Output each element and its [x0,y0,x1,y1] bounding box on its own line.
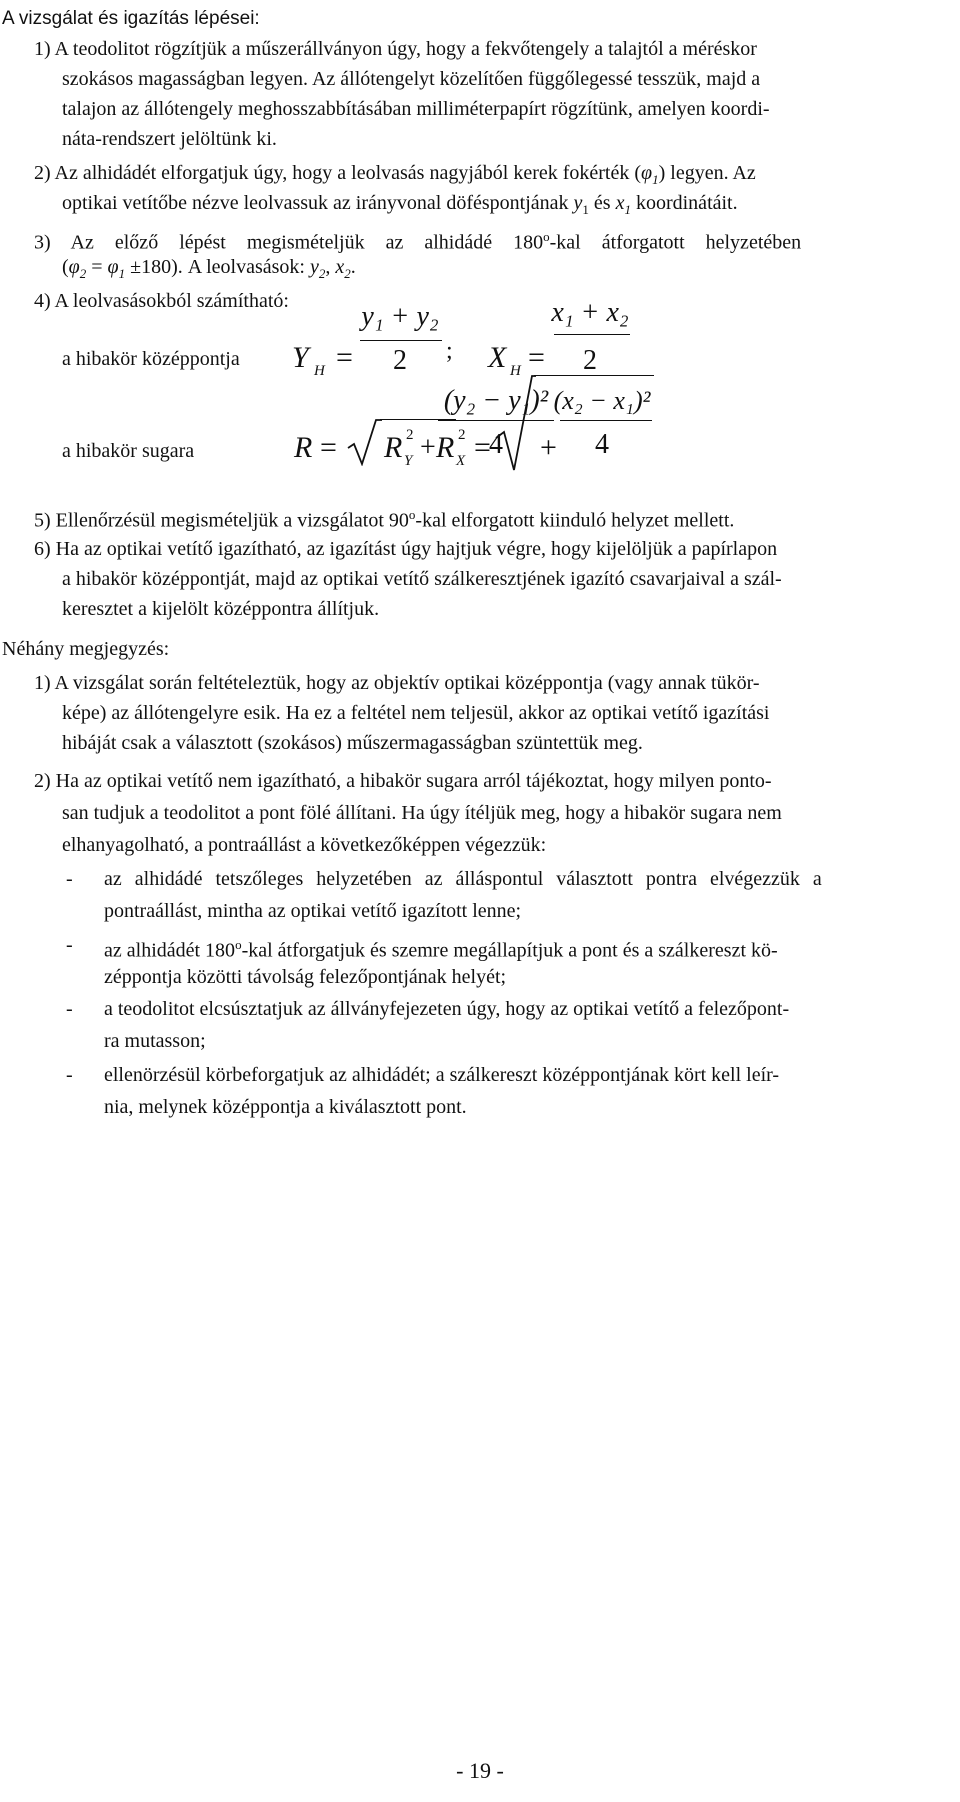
phi-symbol: φ [107,256,119,278]
text: -kal elforgatott kiinduló helyzet mellett. [415,509,735,532]
fraction-bar [554,334,630,335]
bullet-2-line-2: zéppontja közötti távolság felezőpontjának helyét; [104,966,507,988]
Y-subscript: Y [404,453,413,469]
fraction-bar [438,420,554,421]
RX-symbol: R [436,431,455,464]
numerator-rx: (x₂ − x₁)² [553,386,651,415]
square-sup: 2 [458,427,466,443]
text: -kal átforgatjuk és szemre megállapítjuk a pont és a szálkereszt kö- [241,939,778,962]
note-2-line-2: san tudjuk a teodolitot a pont fölé állítani. Ha úgy ítéljük meg, hogy a hibakör sugara nem [62,802,782,824]
bullet-3-line-1: a teodolitot elcsúsztatjuk az állványfejezeten úgy, hogy az optikai vetítő a felezőpont- [104,998,790,1020]
degree-sup: o [408,507,416,522]
page-number: - 19 - [456,1758,504,1783]
subscript: 2 [318,266,326,281]
note-2-line-3: elhanyagolható, a pontraállást a következőképpen végezzük: [62,834,547,856]
text: ( [62,256,69,278]
YH-symbol: Y [292,341,309,374]
note-2-line-1: 2) Ha az optikai vetítő nem igazítható, a hibakör sugara arról tájékoztat, hogy milyen ponto- [34,770,772,792]
section-heading: A vizsgálat és igazítás lépései: [2,8,260,29]
equals-sign: = [528,341,545,374]
subscript: 1 [118,266,126,281]
note-1-line-3: hibáját csak a választott (szokásos) műszermagasságban szüntettük meg. [62,732,643,754]
R-symbol: R [294,431,313,464]
bullet-1-line-2: pontraállást, mintha az optikai vetítő igazított lenne; [104,900,522,922]
text: 3) Az előző lépést megismételjük az alhidádé 180 [34,231,544,254]
denominator-2: 2 [583,345,597,376]
X-subscript: X [456,453,466,469]
bullet-dash: - [66,868,73,890]
var-x: x [335,256,345,278]
XH-symbol: X [488,341,507,374]
H-subscript: H [510,363,521,379]
text: optikai vetítőbe nézve leolvassuk az irányvonal döféspontjának [62,192,574,214]
step-6-line-1: 6) Ha az optikai vetítő igazítható, az igazítást úgy hajtjuk végre, hogy kijelöljük a papírlapon [34,538,778,560]
var-y: y [573,192,583,214]
fraction-bar [360,340,442,341]
step-1-line-4: náta-rendszert jelöltünk ki. [62,128,277,150]
text: . [350,256,356,278]
step-1-line-3: talajon az állótengely meghosszabbításában milliméterpapírt rögzítünk, amelyen koordi- [62,98,770,120]
RY-symbol: R [384,431,403,464]
step-2-line-2 [62,188,738,225]
note-1-line-1: 1) A vizsgálat során feltételeztük, hogy az objektív optikai középpontja (vagy annak tükör- [34,672,760,694]
denominator-2: 2 [393,345,407,376]
phi-symbol: φ [68,256,80,278]
H-subscript: H [314,363,325,379]
subscript: 2 [79,266,87,281]
step-6-line-3: keresztet a kijelölt középpontra állítjuk. [62,598,380,620]
bullet-dash: - [66,1064,73,1086]
subscript: 2 [344,266,351,281]
text: 2) Az alhidádét elforgatjuk úgy, hogy a leolvasás nagyjából kerek fokérték ( [34,162,642,184]
bullet-4-line-1: ellenörzésül körbeforgatjuk az alhidádét; a szálkereszt középpontjának kört kell leír- [104,1064,780,1086]
bullet-3-line-2: ra mutasson; [104,1030,206,1052]
step-1-line-1: 1) A teodolitot rögzítjük a műszerállványon úgy, hogy a fekvőtengely a talajtól a méréskor [34,38,757,60]
note-1-line-2: képe) az állótengelyre esik. Ha ez a feltétel nem teljesül, akkor az optikai vetítő igazítási [62,702,770,724]
notes-heading: Néhány megjegyzés: [2,638,170,660]
phi-symbol: φ [641,162,653,184]
bullet-2-line-1 [104,930,778,966]
text: az alhidádét 180 [104,939,236,962]
equals-sign: = [336,341,353,374]
step-1-line-2: szokásos magasságban legyen. Az állótengelyt közelítően függőlegessé tesszük, majd a [62,68,761,90]
numerator-y: y₁ + y₂ [361,301,439,332]
step-6-line-2: a hibakör középpontját, majd az optikai vetítő szálkeresztjének igazító csavarjaival a szál- [62,568,782,590]
radical-bar [534,375,654,376]
denominator-4: 4 [595,429,609,460]
formula-1-label: a hibakör középpontja [62,348,240,370]
subscript: 1 [652,172,659,187]
bullet-dash: - [66,934,73,956]
equals-sign: = [474,431,491,464]
var-y: y [309,256,319,278]
text: 5) Ellenőrzésül megismételjük a vizsgálatot 90 [34,509,409,532]
radical-sign-icon [346,418,382,466]
text: ) legyen. Az [658,162,756,184]
text: ±180). A leolvasások: [125,256,310,278]
numerator-ry: (y₂ − y₁)² [443,385,549,416]
square-sup: 2 [406,427,414,443]
degree-sup: o [235,937,242,952]
text: = [86,256,108,278]
equals-sign: = [320,431,337,464]
var-x: x [615,192,625,214]
degree-sup: o [543,229,550,244]
text: koordinátáit. [630,192,738,214]
formula-2-label: a hibakör sugara [62,440,195,462]
subscript: 1 [582,202,589,217]
text: , [325,256,336,278]
fraction-bar [560,420,652,421]
subscript: 1 [624,202,631,217]
step-4: 4) A leolvasásokból számítható: [34,290,289,312]
step-5 [34,500,734,536]
step-3-line-2 [62,252,356,289]
bullet-4-line-2: nia, melynek középpontja a kiválasztott pont. [104,1096,467,1118]
bullet-dash: - [66,998,73,1020]
denominator-4: 4 [489,429,503,460]
plus-sign: + [540,431,557,464]
semicolon: ; [446,338,453,364]
bullet-1-line-1: az alhidádé tetszőleges helyzetében az álláspontul választott pontra elvégezzük a [104,868,822,890]
plus-sign: + [420,432,436,463]
numerator-x: x₁ + x₂ [551,297,629,328]
text: és [588,192,616,214]
text: -kal átforgatott helyzetében [549,231,802,254]
